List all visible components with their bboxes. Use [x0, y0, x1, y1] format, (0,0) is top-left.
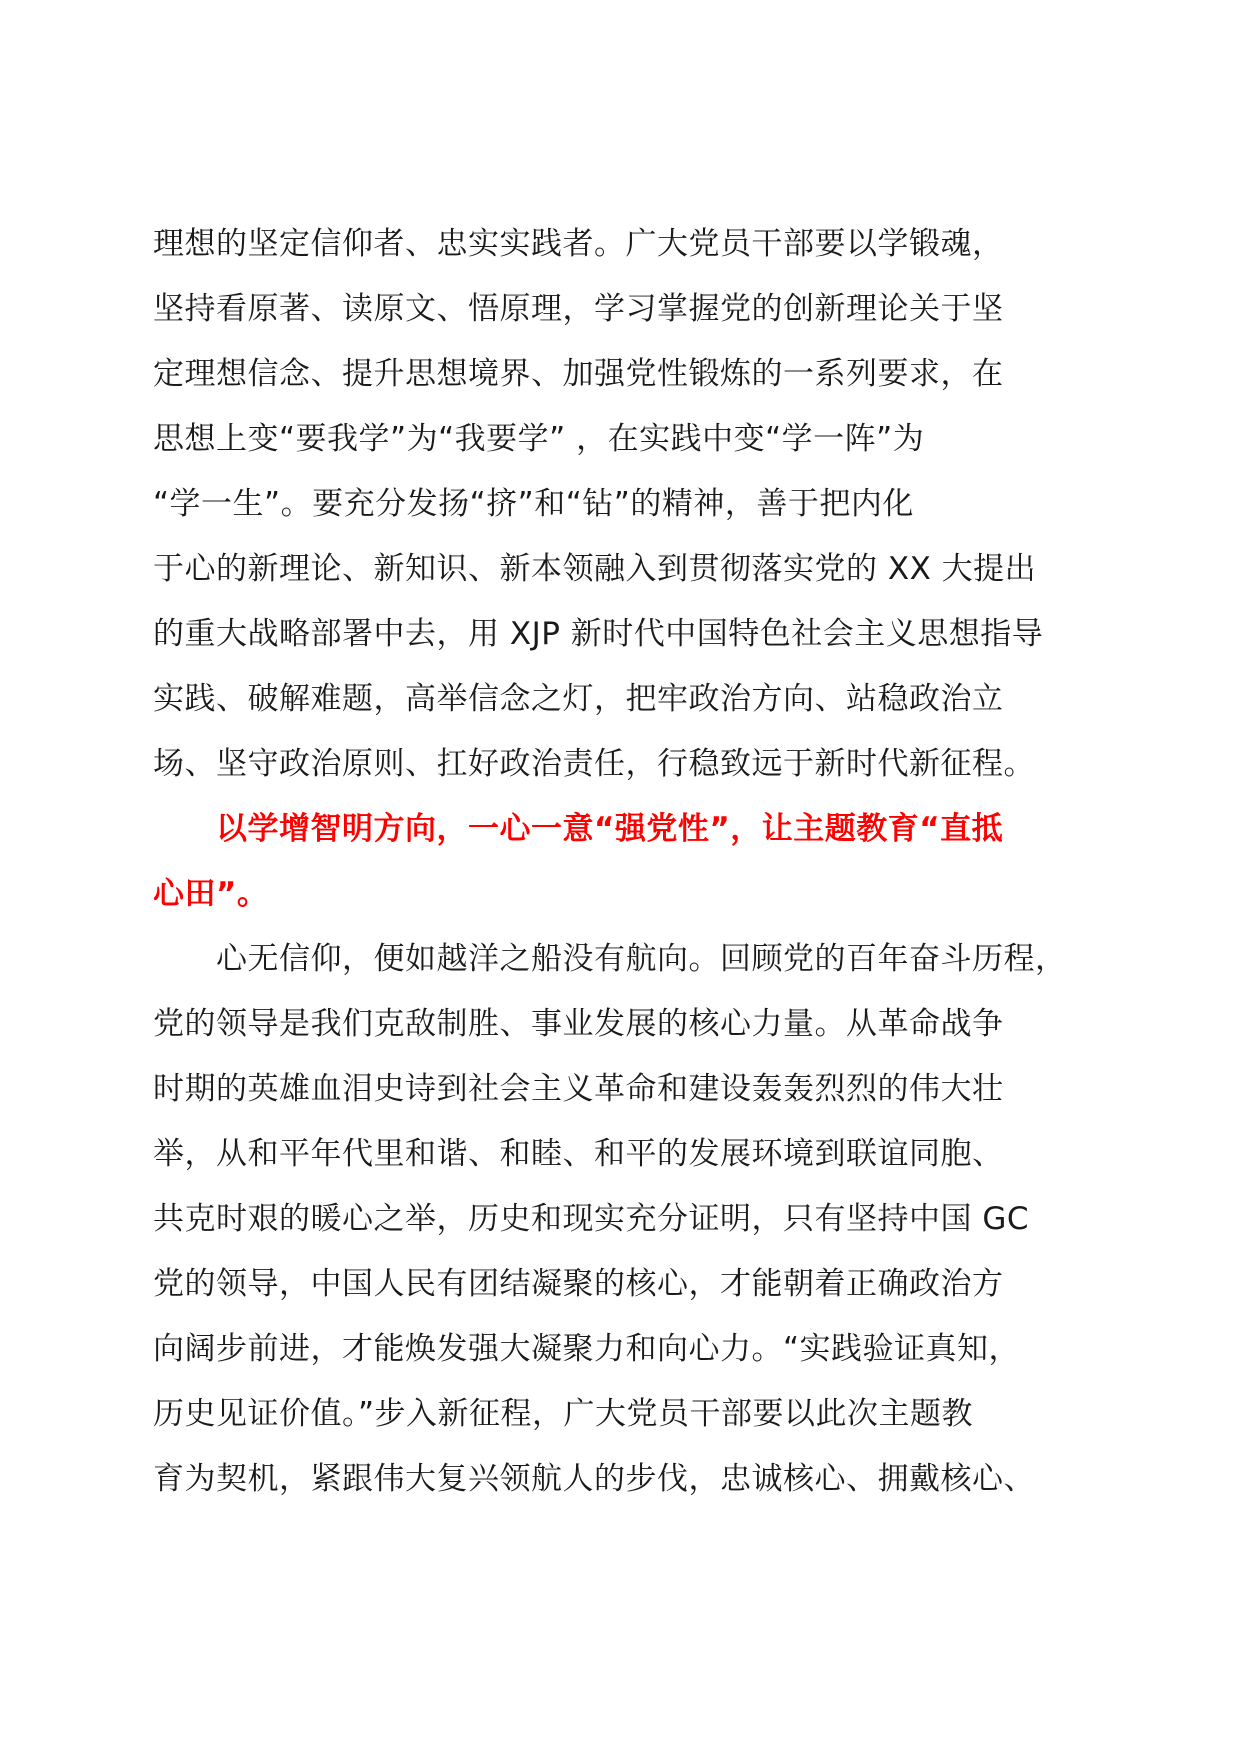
- heading-line: 以学增智明方向，一心一意“强党性”，让主题教育“直抵: [153, 811, 1004, 847]
- document-body: [153, 212, 1113, 1512]
- text-line: 党的领导是我们克敌制胜、事业发展的核心力量。从革命战争: [153, 1006, 1004, 1042]
- text-line: 理想的坚定信仰者、忠实实践者。广大党员干部要以学锻魂，: [153, 226, 1004, 262]
- text-line: 定理想信念、提升思想境界、加强党性锻炼的一系列要求，在: [153, 356, 1004, 392]
- text-line: 场、坚守政治原则、扛好政治责任，行稳致远于新时代新征程。: [153, 746, 1035, 782]
- section-heading: [153, 797, 1113, 927]
- text-line: 向阔步前进，才能焕发强大凝聚力和向心力。“实践验证真知，: [153, 1331, 1021, 1367]
- text-line: 举，从和平年代里和谐、和睦、和平的发展环境到联谊同胞、: [153, 1136, 1004, 1172]
- text-line: 历史见证价值。”步入新征程，广大党员干部要以此次主题教: [153, 1396, 974, 1432]
- text-line: 党的领导，中国人民有团结凝聚的核心，才能朝着正确政治方: [153, 1266, 1004, 1302]
- text-line: “学一生”。要充分发扬“挤”和“钻”的精神，善于把内化: [153, 486, 914, 522]
- heading-line: 心田”。: [153, 876, 269, 912]
- text-line: 心无信仰，便如越洋之船没有航向。回顾党的百年奋斗历程，: [153, 941, 1067, 977]
- text-line: 坚持看原著、读原文、悟原理，学习掌握党的创新理论关于坚: [153, 291, 1004, 327]
- text-line: 的重大战略部署中去，用 XJP 新时代中国特色社会主义思想指导: [153, 616, 1044, 652]
- text-line: 共克时艰的暖心之举，历史和现实充分证明，只有坚持中国 GC: [153, 1201, 1030, 1237]
- text-line: 思想上变“要我学”为“我要学” ，在实践中变“学一阵”为: [153, 421, 925, 457]
- text-line: 于心的新理论、新知识、新本领融入到贯彻落实党的 XX 大提出: [153, 551, 1037, 587]
- paragraph-1: [153, 212, 1113, 797]
- paragraph-2: [153, 927, 1113, 1512]
- text-line: 实践、破解难题，高举信念之灯，把牢政治方向、站稳政治立: [153, 681, 1004, 717]
- text-line: 时期的英雄血泪史诗到社会主义革命和建设轰轰烈烈的伟大壮: [153, 1071, 1004, 1107]
- text-line: 育为契机，紧跟伟大复兴领航人的步伐，忠诚核心、拥戴核心、: [153, 1461, 1035, 1497]
